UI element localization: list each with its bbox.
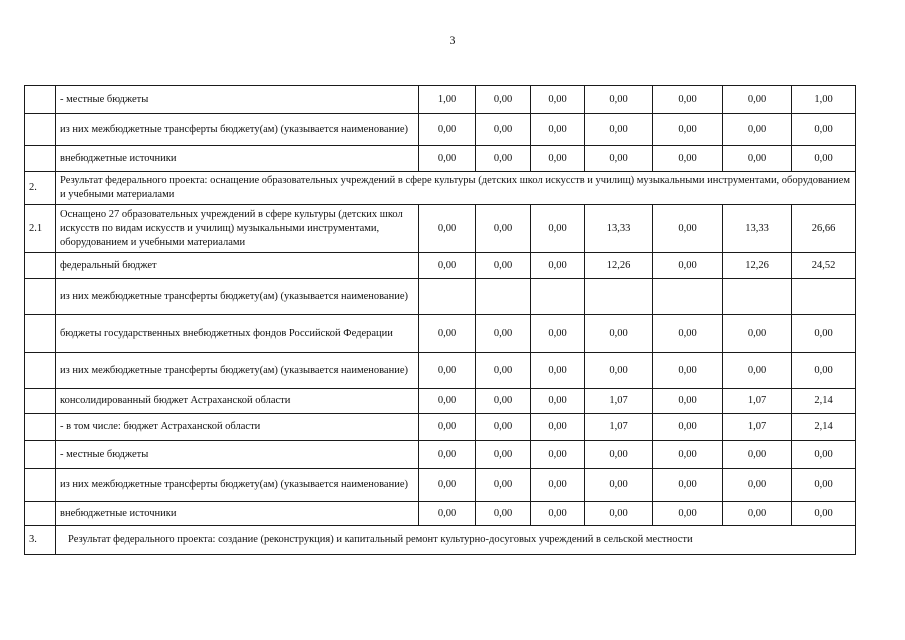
value-cell-5: 0,00 <box>653 353 723 389</box>
table-row <box>25 353 856 389</box>
value-cell-5: 0,00 <box>653 441 723 469</box>
row-number <box>25 114 56 146</box>
row-number <box>25 146 56 172</box>
value-cell-3: 0,00 <box>531 414 585 441</box>
value-cell-3: 0,00 <box>531 441 585 469</box>
row-label: из них межбюджетные трансферты бюджету(ам) (указывается наименование) <box>56 469 419 502</box>
table-row <box>25 469 856 502</box>
value-cell-6: 13,33 <box>723 205 792 253</box>
value-cell-5: 0,00 <box>653 315 723 353</box>
value-cell-3: 0,00 <box>531 353 585 389</box>
value-cell-7: 26,66 <box>792 205 856 253</box>
value-cell-2: 0,00 <box>476 441 531 469</box>
value-cell-6: 12,26 <box>723 253 792 279</box>
value-cell-1: 0,00 <box>419 414 476 441</box>
row-label: - местные бюджеты <box>56 86 419 114</box>
value-cell-1: 0,00 <box>419 205 476 253</box>
value-cell-3: 0,00 <box>531 469 585 502</box>
value-cell-6: 0,00 <box>723 86 792 114</box>
value-cell-3: 0,00 <box>531 253 585 279</box>
value-cell-2 <box>476 279 531 315</box>
row-label: консолидированный бюджет Астраханской области <box>56 389 419 414</box>
value-cell-1: 0,00 <box>419 146 476 172</box>
value-cell-4: 1,07 <box>585 414 653 441</box>
row-label: бюджеты государственных внебюджетных фондов Российской Федерации <box>56 315 419 353</box>
table-row <box>25 279 856 315</box>
value-cell-4 <box>585 279 653 315</box>
value-cell-3: 0,00 <box>531 315 585 353</box>
value-cell-7: 1,00 <box>792 86 856 114</box>
value-cell-4: 12,26 <box>585 253 653 279</box>
value-cell-6: 1,07 <box>723 414 792 441</box>
value-cell-3: 0,00 <box>531 114 585 146</box>
value-cell-5: 0,00 <box>653 114 723 146</box>
row-label: внебюджетные источники <box>56 502 419 526</box>
value-cell-4: 0,00 <box>585 502 653 526</box>
row-label: - местные бюджеты <box>56 441 419 469</box>
row-number: 2. <box>25 172 56 205</box>
value-cell-3 <box>531 279 585 315</box>
value-cell-1: 1,00 <box>419 86 476 114</box>
value-cell-2: 0,00 <box>476 315 531 353</box>
value-cell-1: 0,00 <box>419 353 476 389</box>
row-number <box>25 86 56 114</box>
value-cell-6: 0,00 <box>723 502 792 526</box>
value-cell-7 <box>792 279 856 315</box>
value-cell-4: 0,00 <box>585 469 653 502</box>
row-label: внебюджетные источники <box>56 146 419 172</box>
value-cell-3: 0,00 <box>531 205 585 253</box>
value-cell-4: 13,33 <box>585 205 653 253</box>
value-cell-2: 0,00 <box>476 253 531 279</box>
value-cell-1: 0,00 <box>419 441 476 469</box>
value-cell-2: 0,00 <box>476 205 531 253</box>
table-row <box>25 441 856 469</box>
table-row <box>25 253 856 279</box>
value-cell-3: 0,00 <box>531 389 585 414</box>
value-cell-7: 0,00 <box>792 315 856 353</box>
value-cell-6: 0,00 <box>723 315 792 353</box>
value-cell-4: 0,00 <box>585 441 653 469</box>
row-label: - в том числе: бюджет Астраханской области <box>56 414 419 441</box>
section-title: Результат федерального проекта: создание (реконструкция) и капитальный ремонт культурно-досуговых учреждений в сельской местности <box>56 526 856 555</box>
value-cell-7: 0,00 <box>792 469 856 502</box>
value-cell-6: 0,00 <box>723 353 792 389</box>
row-number: 3. <box>25 526 56 555</box>
table-row <box>25 315 856 353</box>
table-row <box>25 389 856 414</box>
value-cell-1: 0,00 <box>419 253 476 279</box>
value-cell-7: 0,00 <box>792 502 856 526</box>
row-label: из них межбюджетные трансферты бюджету(ам) (указывается наименование) <box>56 279 419 315</box>
row-number <box>25 441 56 469</box>
value-cell-2: 0,00 <box>476 502 531 526</box>
value-cell-2: 0,00 <box>476 146 531 172</box>
row-number <box>25 353 56 389</box>
value-cell-4: 0,00 <box>585 86 653 114</box>
value-cell-1: 0,00 <box>419 389 476 414</box>
table-row <box>25 414 856 441</box>
section-row <box>25 526 856 555</box>
value-cell-6: 0,00 <box>723 114 792 146</box>
value-cell-1: 0,00 <box>419 114 476 146</box>
value-cell-2: 0,00 <box>476 414 531 441</box>
value-cell-5 <box>653 279 723 315</box>
table-row <box>25 114 856 146</box>
table-row <box>25 502 856 526</box>
value-cell-6: 1,07 <box>723 389 792 414</box>
table-row <box>25 205 856 253</box>
section-row <box>25 172 856 205</box>
value-cell-1: 0,00 <box>419 315 476 353</box>
value-cell-7: 0,00 <box>792 353 856 389</box>
value-cell-5: 0,00 <box>653 205 723 253</box>
value-cell-2: 0,00 <box>476 353 531 389</box>
value-cell-3: 0,00 <box>531 502 585 526</box>
value-cell-4: 0,00 <box>585 114 653 146</box>
value-cell-1: 0,00 <box>419 502 476 526</box>
value-cell-4: 0,00 <box>585 353 653 389</box>
row-number <box>25 502 56 526</box>
value-cell-1: 0,00 <box>419 469 476 502</box>
row-number <box>25 253 56 279</box>
row-number: 2.1 <box>25 205 56 253</box>
budget-table <box>24 85 856 555</box>
row-number <box>25 389 56 414</box>
value-cell-2: 0,00 <box>476 389 531 414</box>
value-cell-4: 1,07 <box>585 389 653 414</box>
row-label: федеральный бюджет <box>56 253 419 279</box>
row-number <box>25 469 56 502</box>
value-cell-7: 2,14 <box>792 414 856 441</box>
value-cell-5: 0,00 <box>653 86 723 114</box>
row-number <box>25 315 56 353</box>
value-cell-6: 0,00 <box>723 146 792 172</box>
value-cell-5: 0,00 <box>653 253 723 279</box>
value-cell-7: 0,00 <box>792 146 856 172</box>
value-cell-7: 0,00 <box>792 441 856 469</box>
value-cell-4: 0,00 <box>585 146 653 172</box>
page-number: 3 <box>449 33 456 47</box>
value-cell-6 <box>723 279 792 315</box>
value-cell-5: 0,00 <box>653 146 723 172</box>
value-cell-5: 0,00 <box>653 469 723 502</box>
row-label: Оснащено 27 образовательных учреждений в сфере культуры (детских школ искусств по видам искусств и училищ) музыкальными инструментами, оборудованием и учебными материалами <box>56 205 419 253</box>
value-cell-5: 0,00 <box>653 414 723 441</box>
value-cell-5: 0,00 <box>653 502 723 526</box>
table-row <box>25 146 856 172</box>
row-label: из них межбюджетные трансферты бюджету(ам) (указывается наименование) <box>56 353 419 389</box>
value-cell-4: 0,00 <box>585 315 653 353</box>
section-title: Результат федерального проекта: оснащение образовательных учреждений в сфере культуры (детских школ искусств и училищ) музыкальными инструментами, оборудованием и учебными материалами <box>56 172 856 205</box>
value-cell-6: 0,00 <box>723 441 792 469</box>
value-cell-3: 0,00 <box>531 146 585 172</box>
value-cell-7: 0,00 <box>792 114 856 146</box>
value-cell-2: 0,00 <box>476 114 531 146</box>
value-cell-7: 2,14 <box>792 389 856 414</box>
row-label: из них межбюджетные трансферты бюджету(ам) (указывается наименование) <box>56 114 419 146</box>
value-cell-7: 24,52 <box>792 253 856 279</box>
row-number <box>25 414 56 441</box>
value-cell-3: 0,00 <box>531 86 585 114</box>
value-cell-2: 0,00 <box>476 86 531 114</box>
value-cell-5: 0,00 <box>653 389 723 414</box>
value-cell-1 <box>419 279 476 315</box>
table-row <box>25 86 856 114</box>
value-cell-2: 0,00 <box>476 469 531 502</box>
value-cell-6: 0,00 <box>723 469 792 502</box>
row-number <box>25 279 56 315</box>
